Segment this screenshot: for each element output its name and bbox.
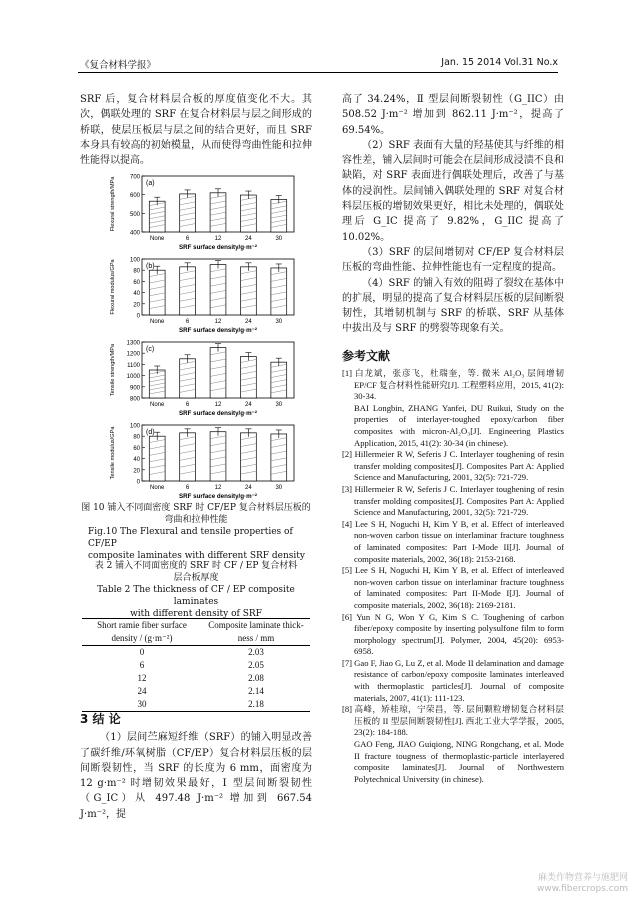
table-head-2b: ness / mm (237, 633, 275, 643)
table-title-cn-2: 层合板厚度 (173, 573, 219, 583)
table-cell: 2.05 (248, 660, 264, 670)
reference-item: BAI Longbin, ZHANG Yanfei, DU Ruikui, Study on the properties of interlayer-toughed epoxy/carbon fiber composites with micron-Al₂O₃[J]. Engineering Plastics Application, 2015, 41(2): 30-34 (in chinese). (354, 402, 564, 448)
y-tick-label: 20 (133, 302, 140, 309)
x-tick-label: 30 (275, 319, 283, 325)
x-tick-label: 30 (275, 236, 283, 242)
right-p3: （3）SRF 的层间增韧对 CF/EP 复合材料层压板的弯曲性能、拉伸性能也有一定程度的提高。 (342, 246, 564, 274)
right-p2: （2）SRF 表面有大量的羟基使其与纤维的相容性差，铺入层间时可能会在层间形成浸渍不良和缺陷，对 SRF 表面进行偶联处理后，改善了与基体的浸润性。层间铺入偶联处理的 SRF 对复合材料层压板的增韧效果更好，相比未处理的，偶联处理后 G_IC 提高了 9.82%，G_IIC 提高了 10.02%。 (342, 139, 564, 243)
x-tick-label: None (150, 402, 165, 408)
x-tick-label: 24 (245, 236, 252, 242)
x-tick-label: 24 (245, 319, 252, 325)
y-axis-label: Tensile strength/MPa (110, 343, 116, 397)
y-tick-label: 900 (129, 385, 140, 392)
table-cell: 2.03 (248, 647, 264, 657)
panel-label: (d) (146, 429, 155, 436)
x-tick-label: 12 (214, 485, 222, 491)
y-tick-label: 800 (129, 396, 140, 403)
table-head-1b: density / (g·m⁻²) (111, 633, 173, 643)
x-tick-label: 30 (275, 485, 283, 491)
x-tick-label: 12 (214, 402, 222, 408)
x-tick-label: None (150, 319, 165, 325)
panel-label: (c) (146, 346, 155, 353)
y-tick-label: 1200 (126, 351, 140, 358)
table-head-1a: Short ramie fiber surface (97, 620, 187, 630)
y-axis-label: Flexural modulus/GPa (110, 259, 116, 315)
panel-c-chart (108, 338, 298, 420)
x-tick-label: 6 (185, 236, 190, 242)
bar (149, 201, 165, 232)
y-tick-label: 20 (133, 468, 140, 475)
y-axis-label: Tensile modulus/GPa (110, 426, 116, 480)
y-tick-label: 1300 (126, 340, 140, 347)
x-tick-label: 24 (245, 402, 252, 408)
y-axis-label: Flexural strength/MPa (110, 176, 116, 232)
y-tick-label: 0 (136, 479, 140, 486)
watermark-line-2: www.fibercrops.com (537, 884, 628, 894)
y-tick-label: 100 (129, 257, 140, 264)
reference-item: GAO Feng, JIAO Guiqiong, NING Rongchang, et al. Mode II fracture tougness of thermoplastic-particle interlayered composite laminates[J]. Journal of Northwestern Polytechnical University (in chinese). (354, 739, 564, 784)
x-tick-label: 6 (185, 402, 190, 408)
y-tick-label: 600 (129, 193, 140, 200)
x-axis-label: SRF surface density/g·m⁻² (179, 244, 257, 251)
panel-a (108, 172, 298, 254)
reference-item: [1] 白龙斌，张彦飞，杜瑞奎，等. 微米 Al₂O₃ 层间增韧 EP/CF 复合材料性能研究[J]. 工程塑料应用，2015, 41(2): 30-34. (342, 368, 564, 402)
x-tick-label: 6 (185, 485, 190, 491)
x-tick-label: 12 (214, 319, 222, 325)
bar (271, 200, 287, 232)
y-tick-label: 500 (129, 211, 140, 218)
table-row (82, 646, 310, 659)
y-tick-label: 700 (129, 174, 140, 181)
y-tick-label: 1100 (127, 362, 140, 369)
running-header (80, 57, 558, 69)
table-cell: 30 (137, 699, 147, 709)
y-tick-label: 60 (133, 279, 140, 286)
table-cell: 0 (139, 647, 145, 657)
y-tick-label: 80 (133, 268, 140, 275)
table-cell: 2.14 (248, 686, 264, 696)
panel-b (108, 255, 298, 337)
table-cell: 2.08 (248, 673, 264, 683)
reference-item: [3] Hillermeier R W, Seferis J C. Interlayer toughening of resin transfer molding composites[J]. Composites Part A: Applied Science and Manufacturing, 2001, 32(5): 721-729. (342, 483, 564, 518)
conclusion-p1: （1）层间苎麻短纤维（SRF）的铺入明显改善了碳纤维/环氧树脂（CF/EP）复合材料层压板的层间断裂韧性，当 SRF 的长度为 6 mm，面密度为 12 g·m⁻² 时增韧效果最好，Ⅰ 型层间断裂韧性（G_IC）从 497.48 J·m⁻² 增加到 667.54 J·m⁻²，提 (80, 732, 312, 820)
conclusion-heading: 3 结 论 (80, 712, 121, 726)
x-tick-label: 24 (245, 485, 252, 491)
panel-b-chart (108, 255, 298, 337)
y-tick-label: 0 (136, 313, 140, 320)
table-2 (82, 618, 310, 712)
reference-item: [4] Lee S H, Noguchi H, Kim Y B, et al. Effect of interleaved non-woven carbon tissue on interlaminar fracture toughness of laminated composites: Part I-Mode II[J]. Journal of composite materials, 2002, 36(18): 2153-2168. (342, 518, 564, 564)
issue-info: Jan. 15 2014 Vol.31 No.x (441, 57, 558, 68)
figure-10 (108, 172, 298, 504)
table-head-2a: Composite laminate thick- (208, 620, 304, 630)
reference-item: [8] 高峰，矫桂琼，宁荣昌，等. 层间颗粒增韧复合材料层压板的 II 型层间断裂韧性[J]. 西北工业大学学报，2005, 23(2): 184-188. (342, 704, 564, 738)
table-row (82, 685, 310, 698)
reference-item: [5] Lee S H, Noguchi H, Kim Y B, et al. Effect of interleaved non-woven carbon tissue on interlaminar fracture toughness of laminated composites: Part II-Mode I[J]. Journal of composite materials, 2002, 36(18): 2169-2181. (342, 565, 564, 610)
conclusion-section (80, 712, 312, 822)
table-header-row-2 (82, 632, 310, 645)
x-tick-label: 30 (275, 402, 283, 408)
x-axis-label: SRF surface density/g·m⁻² (179, 493, 257, 500)
right-p0: 高了 34.24%，Ⅱ 型层间断裂韧性（G_IIC）由 508.52 J·m⁻² 增加到 862.11 J·m⁻²，提高了 69.54%。 (342, 94, 564, 136)
table-row (82, 672, 310, 685)
table-title-cn-1: 表 2 铺入不同面密度的 SRF 时 CF / EP 复合材料 (94, 561, 298, 571)
caption-en-2: composite laminates with different SRF density (88, 551, 305, 561)
header-rule (78, 72, 558, 73)
panel-label: (b) (146, 263, 155, 270)
references-heading: 参考文献 (342, 348, 391, 363)
x-tick-label: None (150, 485, 165, 491)
watermark-line-1: 麻类作物营养与施肥网 (537, 873, 628, 883)
x-tick-label: 12 (214, 236, 222, 242)
caption-en-1: Fig.10 The Flexural and tensile properties of CF/EP (88, 527, 293, 549)
y-tick-label: 40 (133, 291, 140, 298)
reference-item: [6] Yun N G, Won Y G, Kim S C. Toughening of carbon fiber/epoxy composite by inserting polysulfone film to form morphology spectrum[J]. Polymer, 2004, 45(20): 6953-6958. (342, 611, 564, 657)
table-row (82, 659, 310, 672)
references-list (342, 368, 564, 785)
x-tick-label: 6 (185, 319, 190, 325)
y-tick-label: 40 (133, 457, 140, 464)
y-tick-label: 1000 (126, 374, 140, 381)
table-row (82, 698, 310, 711)
panel-label: (a) (146, 180, 155, 187)
panel-c (108, 338, 298, 420)
reference-item: [7] Gao F, Jiao G, Lu Z, et al. Mode II delamination and damage resistance of carbon/epoxy composite laminates interleaved with thermoplastic particles[J]. Journal of composite materials, 2007, 41(1): 111-123. (342, 657, 564, 703)
reference-item: [2] Hillermeier R W, Seferis J C. Interlayer toughening of resin transfer molding composites[J]. Composites Part A: Applied Science and Manufacturing, 2001, 32(5): 721-729. (342, 449, 564, 483)
left-paragraph: SRF 后，复合材料层合板的厚度值变化不大。其次，偶联处理的 SRF 在复合材料层与层之间形成的桥联，使层压板层与层之间的结合更好，而且 SRF 本身具有较高的初始模量，从而使得弯曲性能和拉伸性能得以提高。 (80, 94, 312, 167)
caption-cn-1: 图 10 铺入不同面密度 SRF 时 CF/EP 复合材料层压板的 (81, 503, 311, 513)
figure-caption (80, 502, 312, 562)
y-tick-label: 60 (133, 445, 140, 452)
x-axis-label: SRF surface density/g·m⁻² (179, 410, 257, 417)
y-tick-label: 80 (133, 434, 140, 441)
table-caption (80, 560, 312, 620)
table-header-row (82, 619, 310, 632)
table-cell: 12 (137, 673, 147, 683)
watermark (537, 873, 628, 895)
table-cell: 2.18 (248, 699, 264, 709)
table-cell: 24 (137, 686, 147, 696)
bar (149, 370, 165, 398)
left-column (80, 92, 312, 168)
right-column (342, 92, 564, 785)
table-title-en-1: Table 2 The thickness of CF / EP composite laminates (97, 585, 295, 607)
panel-a-chart (108, 172, 298, 254)
x-axis-label: SRF surface density/g·m⁻² (179, 327, 257, 334)
table-cell: 6 (139, 660, 145, 670)
journal-name: 《复合材料学报》 (80, 60, 157, 71)
x-tick-label: None (150, 236, 165, 242)
right-p4: （4）SRF 的铺入有效的阻碍了裂纹在基体中的扩展，明显的提高了复合材料层压板的层间断裂韧性，其增韧机制与 SRF 的桥联、SRF 从基体中拔出及与 SRF 的劈裂等现象有关。 (342, 277, 564, 335)
panel-d (108, 421, 298, 503)
table-title-en-2: with different density of SRF (130, 609, 262, 619)
panel-d-chart (108, 421, 298, 503)
y-tick-label: 400 (129, 230, 140, 237)
y-tick-label: 100 (129, 423, 140, 430)
caption-cn-2: 弯曲和拉伸性能 (164, 515, 228, 525)
